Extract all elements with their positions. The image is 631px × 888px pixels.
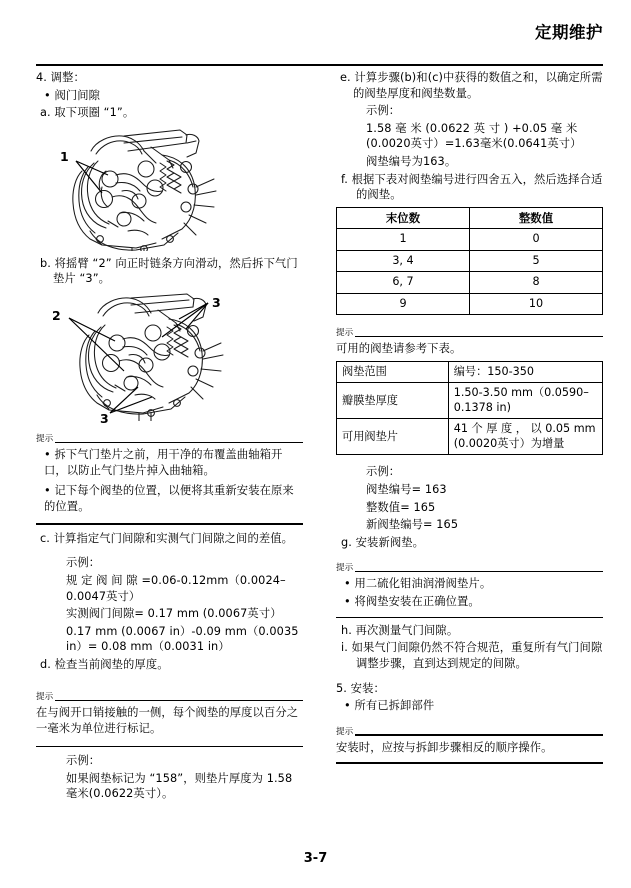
header-divider (36, 64, 603, 66)
step-h: h. 再次测量气门间隙。 (341, 623, 459, 637)
rounding-table-header-last-digit: 末位数 (337, 207, 470, 229)
rocker-arm-valve-pad-diagram (36, 293, 303, 421)
example-f-line-2: 整数值= 165 (366, 500, 436, 514)
note-4-item-2: • 将阀垫安装在正确位置。 (344, 594, 480, 608)
note-4-rule (355, 571, 603, 572)
rounding-row-0-col-1: 0 (470, 229, 603, 251)
note-2-body (36, 705, 303, 736)
pad-row-0-value: 编号：150-350 (448, 361, 602, 383)
pad-row-2-value: 41 个 厚 度 ， 以 0.05 mm (0.0020英寸）为增量 (448, 419, 602, 455)
table-row (337, 361, 603, 383)
rounding-row-3-col-1: 10 (470, 293, 603, 315)
page-footer (0, 847, 631, 866)
note-1-header (36, 432, 303, 444)
note-2-rule (55, 700, 303, 701)
pad-availability-table (336, 361, 603, 456)
note-2-item-1: 在与阀开口销接触的一侧，每个阀垫的厚度以百分之一毫米为单位进行标记。 (36, 706, 299, 736)
rounding-row-1-col-0: 3, 4 (337, 250, 470, 272)
pad-row-0-key: 阀垫范围 (337, 361, 449, 383)
page-title: 定期维护 (535, 23, 603, 42)
step-e: e. 计算步骤(b)和(c)中获得的数值之和，以确定所需的阀垫厚度和阀垫数量。 (340, 71, 603, 100)
rounding-table-header-row (337, 207, 603, 229)
example-f-line-3: 新阀垫编号= 165 (366, 518, 459, 532)
table-row (337, 419, 603, 455)
note-3-label: 提示 (336, 328, 354, 339)
note-3-header (336, 326, 603, 338)
example-f-line-1: 阀垫编号= 163 (366, 482, 447, 496)
divider-before-step-c (36, 523, 303, 524)
note-3-item-1: 可用的阀垫请参考下表。 (336, 342, 462, 356)
table-row (337, 293, 603, 315)
note-4-body (336, 576, 603, 609)
figure2-callout-3-top: 3 (212, 294, 221, 310)
bullet-removed-parts: • 所有已拆卸部件 (344, 699, 435, 713)
bullet-valve-clearance: • 阀门间隙 (44, 88, 101, 102)
table-row (337, 383, 603, 419)
note-1-label: 提示 (36, 433, 54, 444)
rounding-row-3-col-0: 9 (337, 293, 470, 315)
rounding-table-header-rounded-value: 整数值 (470, 207, 603, 229)
step-d: d. 检查当前阀垫的厚度。 (40, 657, 169, 671)
note-block-3 (336, 326, 603, 357)
note-3-rule (355, 336, 603, 337)
rounding-row-2-col-0: 6, 7 (337, 272, 470, 294)
pad-row-1-value: 1.50-3.50 mm（0.0590–0.1378 in) (448, 383, 602, 419)
example-d-line-1: 如果阀垫标记为 “158”，则垫片厚度为 1.58毫米(0.0622英寸）。 (66, 771, 293, 801)
example-c-line-2: 实测阀门间隙= 0.17 mm (0.0067英寸） (66, 607, 282, 621)
table-row (337, 272, 603, 294)
note-4-header (336, 561, 603, 573)
step-4-heading: 4. 调整： (36, 71, 85, 84)
note-4-item-1: • 用二硫化钼油润滑阀垫片。 (344, 577, 492, 591)
step-b: b. 将摇臂 “2” 向正时链条方向滑动，然后拆下气门垫片 “3”。 (40, 256, 298, 286)
pad-row-2-key: 可用阀垫片 (337, 419, 449, 455)
note-2-header (36, 690, 303, 702)
note-block-1 (36, 432, 303, 514)
example-c-line-3: 0.17 mm (0.0067 in）-0.09 mm（0.0035 in）= 0.08 mm（0.0031 in） (66, 624, 299, 654)
note-block-4 (336, 561, 603, 609)
note-1-item-2: • 记下每个阀垫的位置，以便将其重新安装在原来的位置。 (44, 484, 294, 513)
note-5-header (336, 725, 603, 737)
divider-after-note-5 (336, 762, 603, 763)
note-1-item-1: • 拆下气门垫片之前，用干净的布覆盖曲轴箱开口，以防止气门垫片掉入曲轴箱。 (44, 447, 283, 477)
note-1-body (36, 447, 303, 514)
table-row (337, 250, 603, 272)
example-d-label: 示例： (66, 754, 101, 768)
step-g: g. 安装新阀垫。 (341, 535, 425, 549)
page-number: 3-7 (303, 851, 328, 866)
table-row (337, 229, 603, 251)
right-column (336, 70, 603, 769)
figure2-callout-2: 2 (52, 307, 61, 323)
cylinder-head-assembly-diagram (36, 127, 303, 251)
example-f-label: 示例： (366, 465, 401, 479)
note-block-5 (336, 725, 603, 756)
divider-before-step-h (336, 617, 603, 618)
step-a: a. 取下项圈 “1”。 (40, 106, 135, 120)
pad-row-1-key: 瓣膜垫厚度 (337, 383, 449, 419)
step-5-heading: 5. 安装： (336, 681, 385, 695)
note-3-body (336, 341, 603, 357)
rounding-row-0-col-0: 1 (337, 229, 470, 251)
note-5-item-1: 安装时，应按与拆卸步骤相反的顺序操作。 (336, 740, 553, 754)
figure1-callout-1: 1 (60, 148, 69, 164)
note-block-2 (36, 690, 303, 736)
example-e-line-2: 阀垫编号为163。 (366, 154, 457, 168)
example-c-label: 示例： (66, 556, 101, 570)
example-e-label: 示例： (366, 104, 401, 118)
note-5-label: 提示 (336, 726, 354, 737)
divider-before-example-d (36, 746, 303, 747)
rounding-row-1-col-1: 5 (470, 250, 603, 272)
left-column (36, 70, 303, 804)
rounding-row-2-col-1: 8 (470, 272, 603, 294)
step-c: c. 计算指定气门间隙和实测气门间隙之间的差值。 (40, 531, 294, 545)
example-c-line-1: 规 定 阀 间 隙 =0.06-0.12mm（0.0024–0.0047英寸） (66, 573, 286, 603)
page-header (36, 22, 603, 56)
step-i: i. 如果气门间隙仍然不符合规范，重复所有气门间隙调整步骤，直到达到规定的间隙。 (341, 641, 603, 671)
note-2-label: 提示 (36, 692, 54, 703)
figure2-callout-3-bottom: 3 (100, 410, 109, 426)
figure-rocker-arm (36, 293, 303, 426)
example-e-line-1: 1.58 毫 米 (0.0622 英 寸 ) +0.05 毫 米 (0.0020英寸）=1.63毫米(0.0641英寸） (366, 121, 582, 151)
step-f: f. 根据下表对阀垫编号进行四舍五入，然后选择合适的阀垫。 (341, 172, 603, 202)
figure-cylinder-head (36, 127, 303, 251)
note-1-rule (55, 442, 303, 443)
rounding-table (336, 207, 603, 316)
note-5-body (336, 740, 603, 756)
note-4-label: 提示 (336, 563, 354, 574)
note-5-rule (355, 734, 603, 735)
